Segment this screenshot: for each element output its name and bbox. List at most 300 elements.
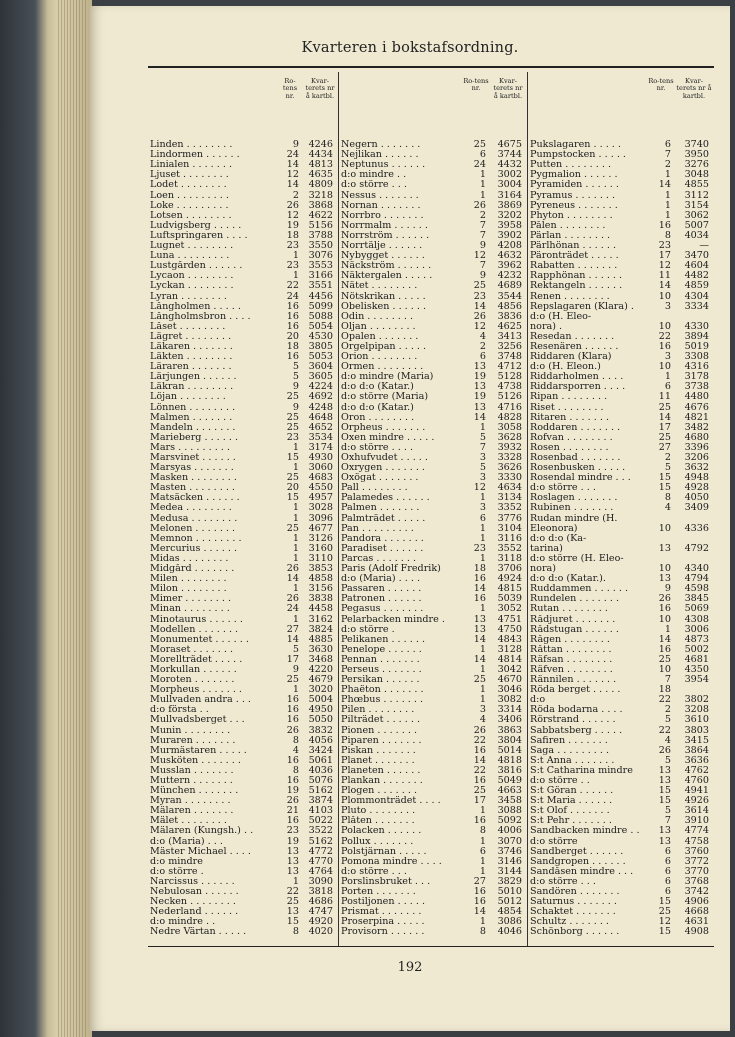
rote-number: 14 [473, 300, 486, 312]
kvarter-number: 3552 [497, 542, 522, 554]
district-name: Pilträdet . . . . . . [341, 715, 421, 726]
rote-number: 8 [664, 229, 671, 241]
kvarter-number: 3630 [308, 643, 333, 655]
district-name: Necken . . . . . . . . [150, 897, 236, 908]
table-row [341, 281, 527, 291]
kvarter-number: 4480 [684, 391, 709, 403]
kvarter-number: 3116 [497, 532, 522, 544]
district-name: Rågen . . . . . . . . [530, 634, 610, 645]
district-name: Marieberg . . . . . . [150, 432, 239, 443]
kvarter-number: 3932 [497, 441, 522, 453]
kvarter-number: 3626 [497, 462, 522, 474]
district-name: Nejlikan . . . . . . [341, 150, 419, 161]
rote-number: 12 [473, 250, 486, 262]
kvarter-number: 5002 [684, 643, 709, 655]
district-name: Eleonora) [530, 523, 578, 534]
kvarter-number: 4774 [684, 825, 709, 837]
district-name: Negern . . . . . . . [341, 140, 421, 151]
kvarter-number: 3154 [684, 199, 709, 211]
kvarter-number: 5156 [308, 219, 333, 231]
district-name: Lodet . . . . . . . . [150, 180, 227, 191]
district-name: Midgård . . . . . . . [150, 564, 235, 575]
district-name: Ritaren . . . . . . . [530, 412, 610, 423]
district-name: Pandora . . . . . . . [341, 533, 424, 544]
rote-number: 16 [658, 340, 671, 352]
rote-number: 7 [479, 219, 486, 231]
rote-number: 15 [658, 785, 671, 797]
rote-number: 8 [292, 734, 299, 746]
district-name: Nedre Värtan . . . . . [150, 927, 247, 938]
rote-number: 1 [479, 643, 486, 655]
district-name: Munin . . . . . . . . [150, 725, 231, 736]
rote-number: 22 [658, 694, 671, 706]
district-name: d:o mindre . . [150, 917, 216, 928]
kvarter-number: 3415 [684, 734, 709, 746]
rote-number: 10 [658, 613, 671, 625]
district-name: Plommonträdet . . . . [341, 796, 441, 807]
rote-number: 2 [664, 704, 671, 716]
rote-number: 15 [658, 926, 671, 938]
kvarter-number: 3802 [684, 694, 709, 706]
rote-number: 15 [286, 452, 299, 463]
kvarter-number: 4232 [497, 270, 522, 282]
kvarter-number: 3082 [497, 694, 522, 706]
kvarter-number: 4751 [497, 613, 522, 625]
kvarter-number: 4772 [308, 845, 333, 857]
kvarter-number: 4604 [684, 260, 709, 272]
rote-number: 1 [664, 623, 671, 635]
district-name: Riddarsporren . . . . [530, 382, 626, 393]
header-kvarter: Kvar-terets nr å kartbl. [676, 77, 712, 100]
kvarter-number: 3868 [308, 199, 333, 211]
rote-number: 23 [286, 260, 299, 272]
kvarter-number: 5162 [308, 835, 333, 847]
kvarter-number: 4598 [684, 583, 709, 595]
kvarter-number: 3146 [497, 855, 522, 867]
kvarter-number: 4813 [308, 159, 333, 171]
district-name: Memnon . . . . . . . . [150, 533, 242, 544]
district-name: Nybygget . . . . . . [341, 251, 425, 262]
rote-number: 16 [473, 573, 486, 585]
kvarter-number: 3776 [497, 512, 522, 524]
district-name: Roslagen . . . . . . . [530, 493, 618, 504]
district-name: Saga . . . . . . . . . [530, 745, 610, 756]
column-rows [530, 130, 714, 938]
district-name: Riset . . . . . . . . [530, 402, 604, 413]
district-name: Nebulosan . . . . . . [150, 887, 239, 898]
rote-number: 16 [286, 310, 299, 322]
district-name: Pyramiden . . . . . . [530, 180, 619, 191]
district-name: Rosen . . . . . . . . [530, 442, 609, 453]
rote-number: 25 [286, 391, 299, 403]
district-name: d:o större . [150, 866, 204, 877]
kvarter-number: 3352 [497, 502, 522, 514]
district-name: Råttan . . . . . . . . [530, 644, 612, 655]
district-name: Linden . . . . . . . . [150, 140, 233, 151]
kvarter-number: 3468 [308, 653, 333, 665]
kvarter-number: 3002 [497, 169, 522, 181]
rote-number: 1 [479, 684, 486, 696]
rote-number: 17 [658, 421, 671, 433]
kvarter-number: 4828 [497, 411, 522, 423]
kvarter-number: 4622 [308, 209, 333, 221]
district-name: Morpheus . . . . . . . [150, 685, 242, 696]
district-name: Renen . . . . . . . . [530, 291, 610, 302]
kvarter-number: 5128 [497, 371, 522, 383]
kvarter-number: 4941 [684, 785, 709, 797]
rote-number: 26 [473, 199, 486, 211]
rote-number: 27 [658, 441, 671, 453]
district-name: Mandeln . . . . . . . [150, 422, 236, 433]
rote-number: 16 [286, 320, 299, 332]
rote-number: 14 [658, 280, 671, 292]
rote-number: 2 [292, 189, 299, 201]
rote-number: 9 [292, 401, 299, 413]
rote-number: 5 [664, 714, 671, 726]
rote-number: 2 [664, 452, 671, 463]
kvarter-number: 3174 [308, 441, 333, 453]
rote-number: 16 [473, 815, 486, 827]
rote-number: 18 [473, 563, 486, 575]
table-row [530, 675, 714, 685]
header-rote: Ro-tens nr. [463, 77, 489, 93]
rote-number: 1 [479, 835, 486, 847]
district-name: Palamedes . . . . . . [341, 493, 430, 504]
district-name: S:t Pehr . . . . . . . [530, 816, 612, 827]
rote-number: 18 [286, 229, 299, 241]
district-name: d:o större (H. Eleo- [530, 553, 624, 564]
rote-number: 7 [479, 441, 486, 453]
kvarter-number: 4855 [684, 179, 709, 191]
kvarter-number: 4794 [684, 573, 709, 585]
table-row [530, 503, 714, 513]
rote-number: 1 [479, 169, 486, 181]
rote-number: 5 [292, 361, 299, 373]
rote-number: 16 [473, 593, 486, 605]
rote-number: 1 [479, 492, 486, 504]
rote-number: 26 [473, 724, 486, 736]
district-name: Morellträdet . . . . . [150, 654, 243, 665]
district-name: Resenären . . . . . . [530, 341, 619, 352]
kvarter-number: 3090 [308, 875, 333, 887]
district-name: d:o större [530, 836, 578, 847]
rote-number: 25 [286, 421, 299, 433]
kvarter-number: 3740 [684, 139, 709, 151]
district-name: Rännilen . . . . . . . [530, 675, 617, 686]
kvarter-number: 4920 [308, 916, 333, 928]
column-divider [338, 72, 339, 946]
district-name: Paris (Adolf Fredrik) [341, 564, 441, 575]
kvarter-number: 3396 [684, 441, 709, 453]
kvarter-number: 3706 [497, 563, 522, 575]
kvarter-number: 3160 [308, 542, 333, 554]
rote-number: 4 [479, 714, 486, 726]
district-name: Ljuset . . . . . . . . [150, 170, 229, 181]
rote-number: 25 [286, 472, 299, 484]
rote-number: 25 [286, 522, 299, 534]
kvarter-number: 3610 [684, 714, 709, 726]
kvarter-number: 4712 [497, 361, 522, 373]
rote-number: 8 [292, 926, 299, 938]
district-name: Rörstrand . . . . . . [530, 715, 616, 726]
kvarter-number: 4924 [497, 573, 522, 585]
page-title: Kvarteren i bokstafsordning. [301, 40, 519, 56]
district-name: Proserpina . . . . . [341, 917, 425, 928]
rote-number: 17 [658, 250, 671, 262]
rote-number: 8 [479, 926, 486, 938]
table-row [530, 604, 714, 614]
kvarter-number: 4858 [308, 573, 333, 585]
district-name: Schaktet . . . . . . . [530, 907, 616, 918]
rote-number: 6 [664, 855, 671, 867]
rote-number: 25 [473, 139, 486, 151]
district-name: Mimer . . . . . . . . [150, 594, 232, 605]
kvarter-number: 3768 [684, 875, 709, 887]
district-name: Låset . . . . . . . . [150, 321, 226, 332]
district-name: Patronen . . . . . . [341, 594, 422, 605]
district-name: Phyton . . . . . . . . [530, 210, 613, 221]
rote-number: 5 [664, 754, 671, 766]
district-name: Plankan . . . . . . . [341, 776, 423, 786]
kvarter-number: 4906 [684, 896, 709, 908]
district-name: Perseus . . . . . . . [341, 664, 422, 675]
rote-number: 22 [658, 330, 671, 342]
district-name: Lönnen . . . . . . . . [150, 402, 236, 413]
rote-number: 1 [292, 250, 299, 262]
district-name: S:t Anna . . . . . . . [530, 755, 615, 766]
rote-number: 14 [473, 633, 486, 645]
district-name: Planet . . . . . . . [341, 755, 415, 766]
district-name: d:o första . . [150, 705, 209, 716]
kvarter-number: 3110 [308, 552, 333, 564]
rote-number: 1 [479, 179, 486, 191]
rote-number: 25 [473, 785, 486, 797]
column-rows [341, 130, 527, 938]
district-name: Rektangeln . . . . . . [530, 281, 623, 292]
district-name: Orgelpipan . . . . . [341, 341, 427, 352]
district-name: Räfsan . . . . . . . . [530, 654, 613, 665]
district-name: Pelikanen . . . . . . [341, 634, 426, 645]
district-name: Sandgropen . . . . . . [530, 856, 626, 867]
district-name: Sandbacken mindre . . [530, 826, 640, 837]
book-spine-edge [0, 0, 92, 1037]
kvarter-number: 5061 [308, 754, 333, 766]
rote-number: 13 [473, 613, 486, 625]
kvarter-number: 3832 [308, 724, 333, 736]
district-name: Pennan . . . . . . . [341, 654, 420, 665]
kvarter-number: 4304 [684, 290, 709, 302]
district-name: Norrström . . . . . . [341, 230, 430, 241]
rote-number: 19 [286, 785, 299, 797]
rote-number: 6 [664, 139, 671, 151]
kvarter-number: 4652 [308, 421, 333, 433]
kvarter-number: 4670 [497, 674, 522, 686]
rote-number: 1 [479, 552, 486, 564]
district-name [530, 130, 644, 140]
district-name: Putten . . . . . . . . [530, 160, 611, 171]
district-name: Pärlan . . . . . . . . [530, 230, 611, 241]
kvarter-number: 4680 [684, 431, 709, 443]
rote-number: 6 [664, 886, 671, 898]
district-name: Marsyas . . . . . . . [150, 463, 234, 474]
rote-number: 15 [658, 482, 671, 494]
rote-number: 27 [473, 875, 486, 887]
rote-number: 1 [664, 189, 671, 201]
kvarter-number: 4683 [308, 472, 333, 484]
rote-number: 22 [658, 724, 671, 736]
rote-number: 14 [658, 179, 671, 191]
kvarter-number: 3772 [684, 855, 709, 867]
kvarter-number: 3760 [684, 845, 709, 857]
rote-number: 12 [286, 209, 299, 221]
index-column-3 [530, 72, 714, 946]
district-name: Rosenbusken . . . . . [530, 463, 626, 474]
kvarter-number: 4843 [497, 633, 522, 645]
kvarter-number: 3534 [308, 431, 333, 443]
rote-number: 18 [286, 340, 299, 352]
kvarter-number: 3048 [684, 169, 709, 181]
kvarter-number: 5010 [497, 886, 522, 898]
district-name: Safiren . . . . . . . [530, 735, 608, 746]
rote-number: 25 [658, 906, 671, 918]
district-name: Pelarbacken mindre . [341, 614, 445, 625]
rote-number: 14 [473, 583, 486, 595]
district-name: Luftspringaren . . . . [150, 230, 248, 241]
district-name: Medea . . . . . . . . [150, 503, 232, 514]
kvarter-number: 3328 [497, 452, 522, 463]
district-name: Pygmalion . . . . . . [530, 170, 618, 181]
kvarter-number: 4762 [684, 764, 709, 776]
district-name: Mälaren (Kungsh.) . . [150, 826, 254, 837]
district-name: Mäster Michael . . . . [150, 846, 251, 857]
rote-number: 4 [664, 734, 671, 746]
kvarter-number: 3308 [684, 351, 709, 363]
kvarter-number: 4930 [308, 452, 333, 463]
district-name: d:o d:o (Ka- [530, 533, 587, 544]
rote-number: 16 [473, 886, 486, 898]
kvarter-number: 4859 [684, 280, 709, 292]
rote-number: 13 [286, 865, 299, 877]
kvarter-number: 3166 [308, 270, 333, 282]
district-name: Norrbro . . . . . . . [341, 210, 424, 221]
kvarter-number: 3770 [684, 865, 709, 877]
district-name: Provisorn . . . . . . [341, 927, 425, 938]
district-name: Pegasus . . . . . . . [341, 604, 424, 615]
rote-number: 26 [286, 593, 299, 605]
district-name: d:o större . [341, 624, 395, 635]
rote-number: 26 [286, 724, 299, 736]
kvarter-number: 4681 [684, 653, 709, 665]
district-name: Malmen . . . . . . . [150, 412, 233, 423]
rote-number: 18 [658, 684, 671, 696]
kvarter-number: 4854 [497, 906, 522, 918]
book-page [90, 6, 730, 1031]
district-name: Phœbus . . . . . . . [341, 695, 424, 706]
district-name: d:o större . . . [530, 483, 596, 494]
rote-number: 12 [658, 916, 671, 928]
rote-number: 13 [286, 845, 299, 857]
rote-number: 22 [286, 280, 299, 292]
kvarter-number: 4632 [497, 250, 522, 262]
district-name: Oljan . . . . . . . . [341, 321, 416, 332]
rote-number: 1 [479, 855, 486, 867]
district-name: Rabatten . . . . . . . [530, 261, 618, 272]
kvarter-number: 4456 [308, 290, 333, 302]
district-name: Rådstugan . . . . . . [530, 624, 619, 635]
rote-number: 5 [479, 462, 486, 474]
district-name: Mälaren . . . . . . . [150, 806, 234, 817]
district-name: nora) . [530, 321, 563, 332]
rote-number: 1 [479, 532, 486, 544]
rote-number: 13 [658, 542, 671, 554]
kvarter-number: 4957 [308, 492, 333, 504]
district-name: Schultz . . . . . . . [530, 917, 609, 928]
kvarter-number: 4220 [308, 663, 333, 675]
district-name: Polstjärnan . . . . . [341, 846, 427, 857]
rote-number: 6 [479, 149, 486, 161]
kvarter-number: 3482 [684, 421, 709, 433]
kvarter-number: 3104 [497, 522, 522, 534]
district-name: Lycaon . . . . . . . . [150, 271, 234, 282]
district-name: Riddarholmen . . . . [530, 372, 624, 383]
kvarter-number: 5014 [497, 744, 522, 756]
kvarter-number: 3746 [497, 845, 522, 857]
district-name: Piparen . . . . . . . [341, 735, 422, 746]
rote-number: 14 [473, 754, 486, 766]
rote-number: 4 [664, 502, 671, 514]
district-name: Nederland . . . . . . [150, 907, 239, 918]
district-name: Pluto . . . . . . . . [341, 806, 416, 817]
district-name: d:o (H. Eleo- [530, 311, 592, 322]
district-name: Läraren . . . . . . . [150, 362, 232, 373]
district-name: Schönborg . . . . . . [530, 927, 620, 938]
district-name: Lärjungen . . . . . . [150, 372, 237, 383]
kvarter-number: 3738 [684, 381, 709, 393]
kvarter-number: 4770 [308, 855, 333, 867]
rote-number: 26 [473, 310, 486, 322]
rote-number: 1 [292, 441, 299, 453]
kvarter-number: 3088 [497, 805, 522, 817]
table-row [341, 604, 527, 614]
rote-number: 25 [286, 411, 299, 423]
kvarter-number: 4815 [497, 583, 522, 595]
district-name: d:o [530, 695, 546, 706]
rote-number: 1 [479, 522, 486, 534]
district-name: Midas . . . . . . . . [150, 553, 229, 564]
district-name: d:o (H. Eleon.) [530, 362, 601, 373]
rote-number: 1 [292, 532, 299, 544]
kvarter-number: 3869 [497, 199, 522, 211]
kvarter-number: 3424 [308, 744, 333, 756]
district-name: Minan . . . . . . . . [150, 604, 230, 615]
kvarter-number: 3845 [684, 593, 709, 605]
table-row [530, 231, 714, 241]
header-kvarter: Kvar-terets nr å kartbl. [493, 77, 523, 100]
district-name: Mercurius . . . . . . [150, 543, 237, 554]
kvarter-number: 5053 [308, 351, 333, 363]
rote-number: 16 [658, 643, 671, 655]
kvarter-number: 5050 [308, 714, 333, 726]
kvarter-number: 4458 [308, 603, 333, 615]
rote-number: 13 [286, 855, 299, 867]
district-name: d:o större . . [530, 776, 590, 786]
rote-number: 19 [286, 835, 299, 847]
rote-number: 14 [658, 633, 671, 645]
rote-number: 7 [664, 149, 671, 161]
rote-number: 6 [479, 512, 486, 524]
kvarter-number: 3126 [308, 532, 333, 544]
district-name: Repslagaren (Klara) . [530, 301, 634, 312]
